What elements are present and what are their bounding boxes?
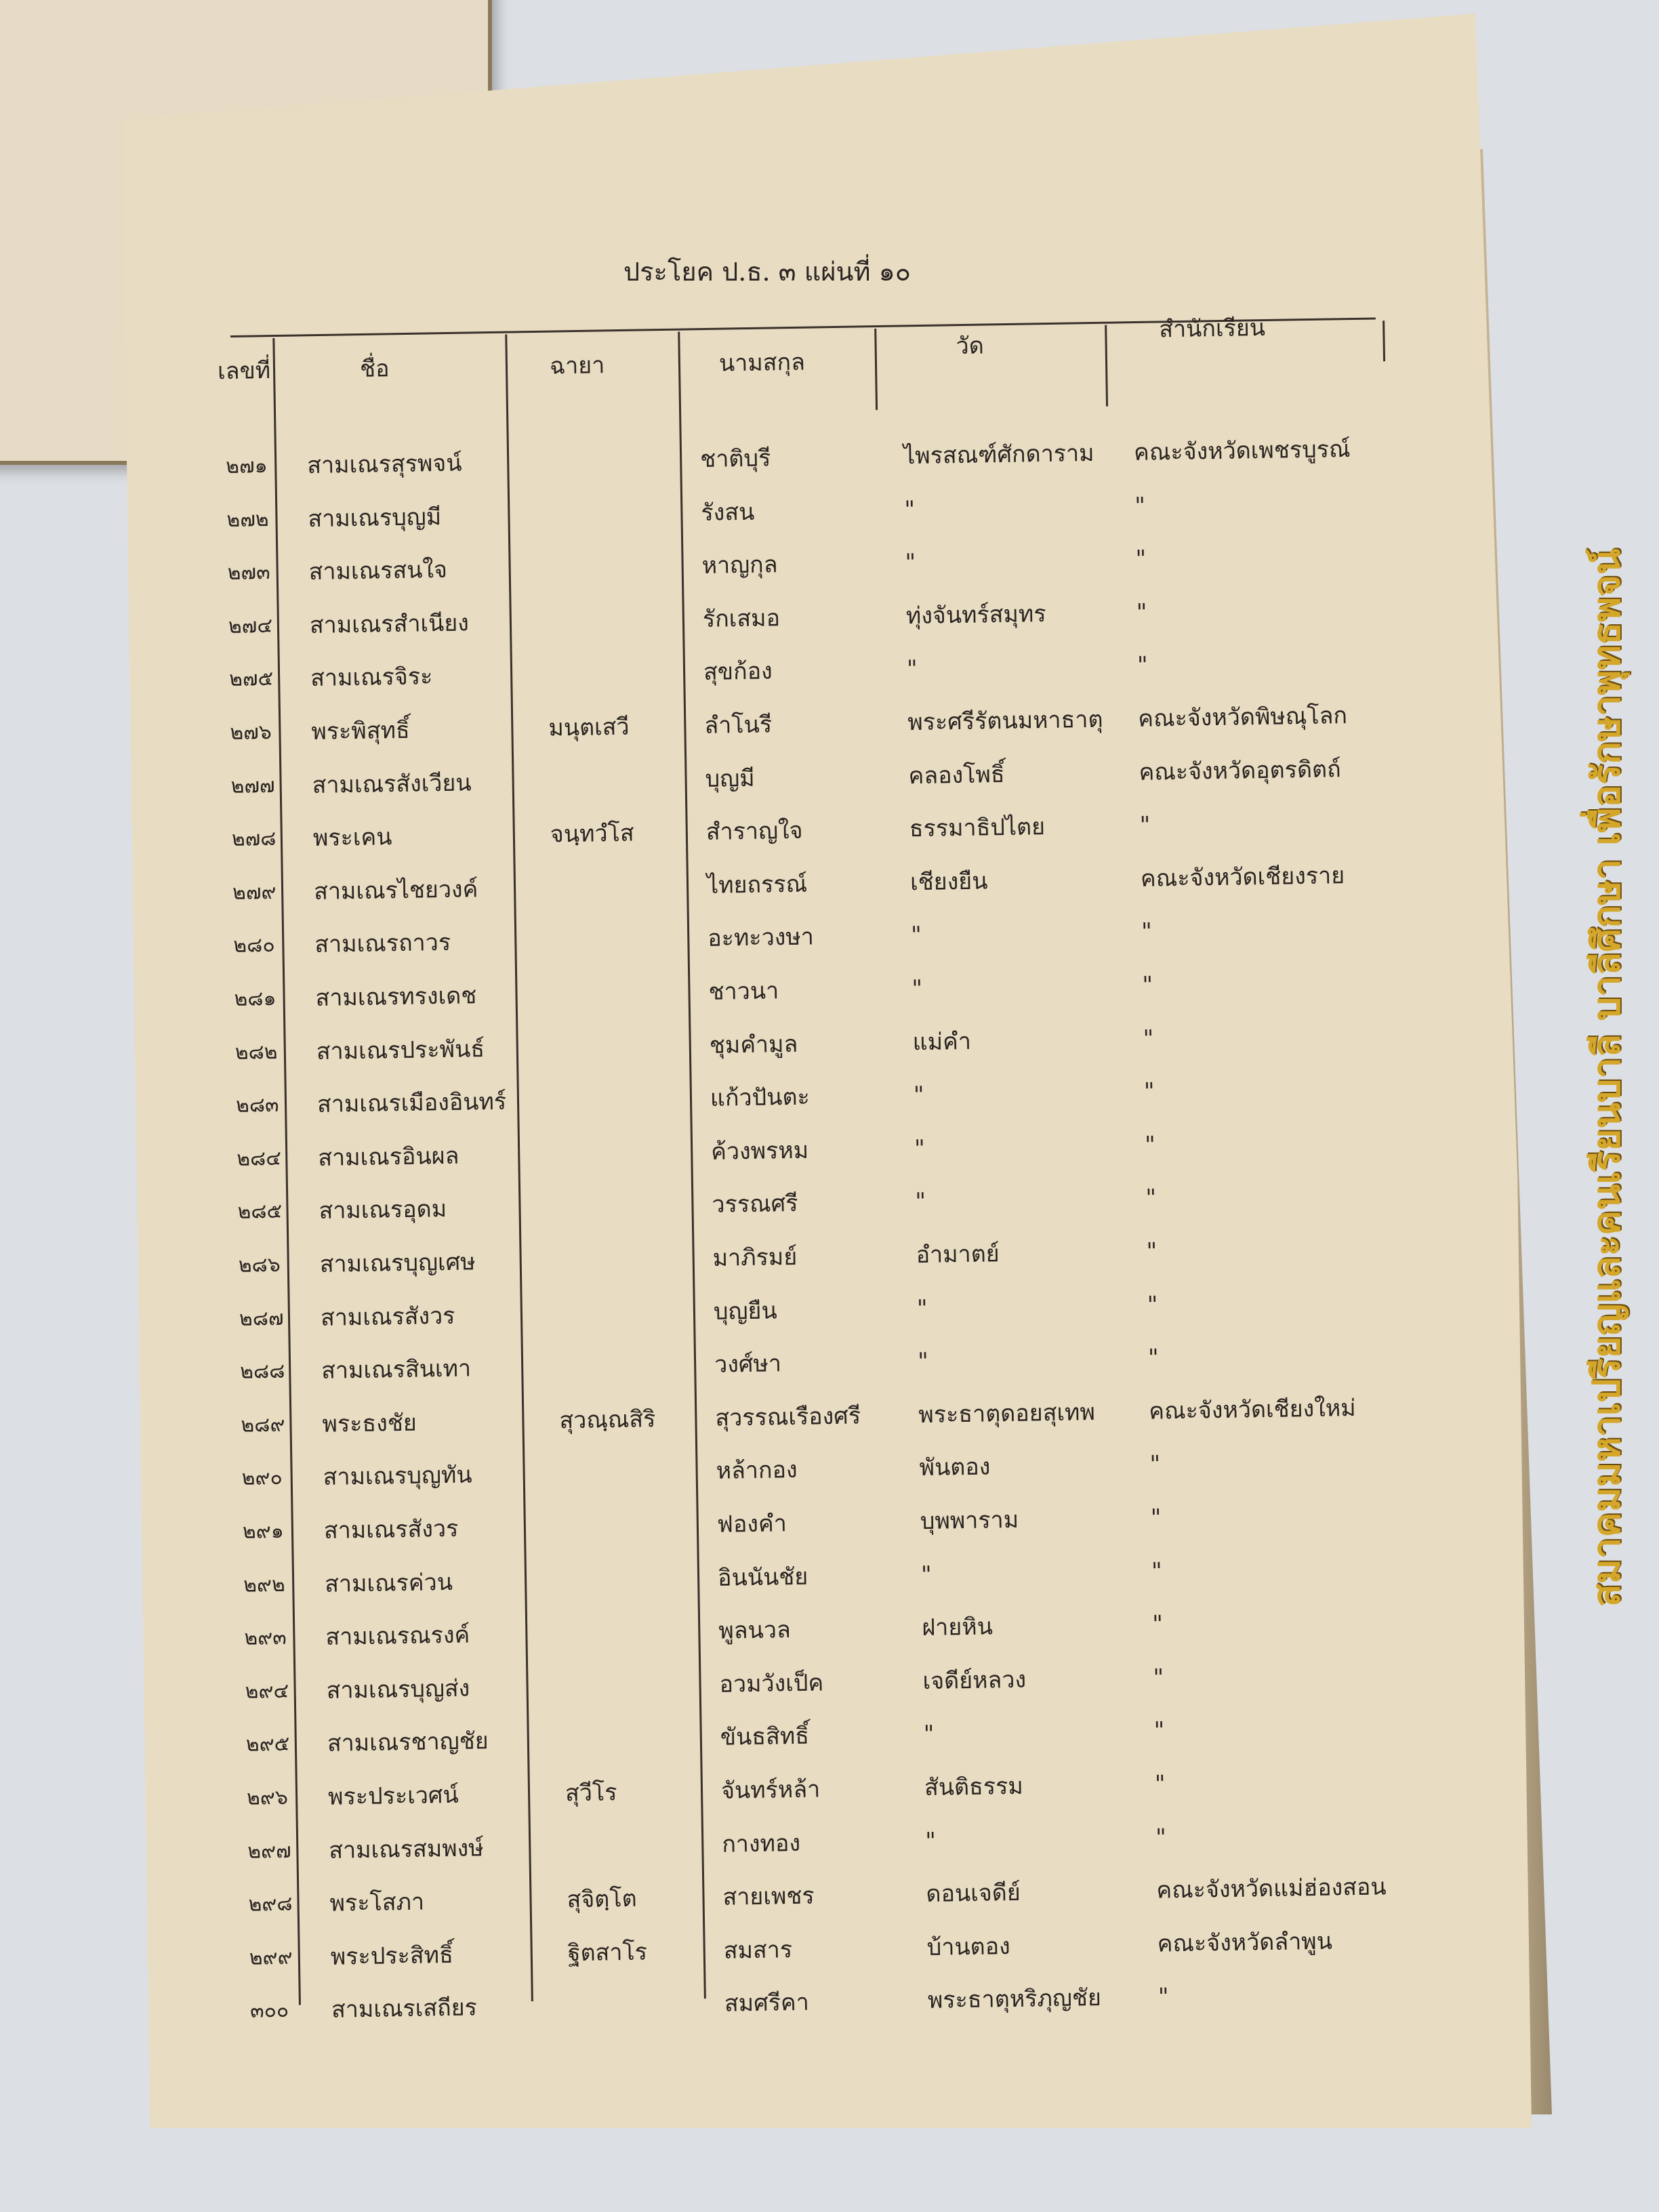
cell-no: ๒๘๙ <box>241 1412 285 1437</box>
cell-name: สามเณรจิระ <box>310 663 433 693</box>
cell-no: ๓๐๐ <box>249 1999 289 2024</box>
cell-title: สุจิตฺโต <box>567 1885 637 1914</box>
cell-wat: " <box>923 1721 935 1748</box>
cell-no: ๒๗๘ <box>231 827 276 852</box>
cell-surname: ฟองคำ <box>716 1510 787 1538</box>
cell-wat: " <box>905 549 916 577</box>
cell-surname: อะทะวงษา <box>707 923 815 953</box>
column-header-no: เลขที่ <box>217 356 271 386</box>
cell-wat: พระศรีรัตนมหาธาตุ <box>907 705 1103 737</box>
cell-no: ๒๙๓ <box>244 1625 287 1650</box>
cell-school: คณะจังหวัดเชียงใหม่ <box>1149 1394 1356 1425</box>
cell-surname: ชุมคำมูล <box>709 1030 798 1059</box>
cell-surname: ชาวนา <box>708 977 779 1006</box>
cell-wat: " <box>924 1827 937 1855</box>
cell-surname: รังสน <box>701 498 755 527</box>
cell-name: สามเณรอุดม <box>319 1195 447 1225</box>
cell-name: สามเณรสำเนียง <box>309 609 470 639</box>
cell-wat: " <box>913 1082 924 1109</box>
cell-school: คณะจังหวัดเชียงราย <box>1140 861 1345 893</box>
cell-school: " <box>1153 1717 1165 1745</box>
column-divider <box>1105 325 1108 407</box>
cell-wat: บุพพาราม <box>920 1506 1019 1536</box>
cell-wat: " <box>915 1188 926 1216</box>
cell-school: " <box>1146 1237 1158 1265</box>
cell-name: สามเณรถาวร <box>314 929 451 959</box>
cell-no: ๒๘๓ <box>235 1093 279 1118</box>
cell-name: สามเณรบุญมี <box>308 503 442 533</box>
cell-school: " <box>1150 1504 1162 1532</box>
cell-no: ๒๘๐ <box>233 933 275 958</box>
cell-surname: สุวรรณเรืองศรี <box>715 1402 861 1432</box>
cell-no: ๒๘๒ <box>234 1040 278 1065</box>
cell-wat: ฝายหิน <box>922 1613 994 1642</box>
cell-name: สามเณรสังวร <box>320 1302 455 1332</box>
watermark <box>1579 447 1633 1708</box>
column-header-name: ชื่อ <box>359 355 390 383</box>
cell-name: พระประสิทธิ์ <box>330 1941 454 1971</box>
cell-surname: บุญมี <box>705 764 755 793</box>
cell-wat: ทุ่งจันทร์สมุทร <box>905 600 1046 630</box>
watermark-text: สมาคมมหาเปรียญและคนเรียนบาลี บาลีศึกษา เพื่อรักษาพุทธพจน์ <box>1584 548 1629 1607</box>
cell-surname: รักเสมอ <box>702 604 781 633</box>
column-divider <box>1382 321 1385 361</box>
cell-surname: มาภิรมย์ <box>712 1243 798 1272</box>
cell-school: " <box>1149 1450 1161 1479</box>
cell-name: สามเณรบุญเศษ <box>319 1248 476 1278</box>
cell-no: ๒๗๖ <box>230 720 272 745</box>
cell-school: " <box>1135 545 1147 573</box>
cell-no: ๒๙๐ <box>241 1466 283 1491</box>
cell-school: " <box>1158 1983 1169 2011</box>
cell-surname: อินนันชัย <box>717 1563 808 1592</box>
cell-name: สามเณรประพันธ์ <box>316 1035 485 1065</box>
column-divider <box>874 329 878 410</box>
cell-wat: บ้านตอง <box>926 1932 1011 1961</box>
cell-wat: พันตอง <box>919 1453 991 1482</box>
cell-name: พระพิสุทธิ์ <box>311 716 411 746</box>
cell-wat: " <box>917 1348 929 1376</box>
cell-school: " <box>1145 1184 1157 1212</box>
cell-name: สามเณรอินผล <box>318 1142 459 1172</box>
cell-surname: หาญกุล <box>701 551 778 580</box>
cell-wat: พระธาตุหริภุญชัย <box>927 1984 1102 2015</box>
cell-wat: เชียงยืน <box>909 867 988 896</box>
cell-wat: " <box>920 1561 933 1589</box>
column-header-wat: วัด <box>956 332 985 361</box>
results-table <box>217 307 1416 2047</box>
cell-title: จนฺทวํโส <box>550 819 634 848</box>
cell-no: ๒๙๗ <box>247 1839 291 1864</box>
cell-name: พระธงชัย <box>322 1409 417 1438</box>
cell-school: " <box>1143 1025 1154 1052</box>
cell-wat: " <box>906 655 918 683</box>
cell-surname: พูลนวล <box>718 1616 792 1645</box>
cell-school: " <box>1154 1770 1166 1798</box>
cell-school: " <box>1136 652 1149 680</box>
cell-surname: กางทอง <box>721 1829 801 1858</box>
cell-school: " <box>1143 1078 1155 1105</box>
cell-wat: " <box>912 975 923 1003</box>
cell-surname: ขันธสิทธิ์ <box>720 1723 810 1752</box>
cell-name: สามเณรไชยวงค์ <box>313 876 478 905</box>
cell-school: คณะจังหวัดเพชรบูรณ์ <box>1133 435 1351 466</box>
cell-no: ๒๗๑ <box>226 454 268 478</box>
cell-wat: " <box>916 1294 928 1322</box>
cell-surname: จันทร์หล้า <box>720 1776 821 1805</box>
cell-surname: สุขก้อง <box>703 657 773 687</box>
cell-wat: ดอนเจดีย์ <box>926 1879 1021 1908</box>
cell-no: ๒๘๑ <box>234 986 276 1011</box>
cell-school: " <box>1144 1131 1156 1159</box>
cell-school: " <box>1136 598 1147 626</box>
cell-title: มนุตเสวี <box>548 713 630 742</box>
cell-no: ๒๙๑ <box>242 1519 285 1544</box>
cell-wat: อำมาตย์ <box>916 1240 1000 1269</box>
cell-wat: ไพรสณฑ์ศักดาราม <box>903 439 1094 470</box>
cell-no: ๒๗๕ <box>228 667 274 692</box>
cell-surname: ลำโนรี <box>704 711 773 739</box>
cell-school: " <box>1151 1557 1162 1585</box>
cell-no: ๒๘๕ <box>237 1200 283 1225</box>
cell-name: สามเณรทรงเดช <box>315 982 477 1012</box>
cell-school: " <box>1141 918 1153 946</box>
cell-wat: ธรรมาธิปไตย <box>909 813 1046 843</box>
cell-school: " <box>1153 1664 1164 1692</box>
cell-surname: สำราญใจ <box>705 817 803 846</box>
cell-wat: คลองโพธิ์ <box>908 760 1005 790</box>
cell-name: สามเณรบุญทัน <box>323 1461 472 1492</box>
cell-name: สามเณรสินเทา <box>321 1355 472 1385</box>
column-header-school: สำนักเรียน <box>1158 314 1266 344</box>
cell-title: ฐิตสาโร <box>567 1938 648 1967</box>
cell-title: สุวีโร <box>565 1779 617 1807</box>
cell-no: ๒๙๕ <box>245 1732 290 1757</box>
cell-no: ๒๗๔ <box>228 613 273 638</box>
cell-surname: บุญยืน <box>713 1296 777 1326</box>
cell-wat: สันติธรรม <box>924 1772 1024 1802</box>
cell-name: สามเณรค่วน <box>324 1568 453 1598</box>
cell-name: สามเณรสังวร <box>323 1515 459 1544</box>
cell-surname: แก้วปันตะ <box>710 1083 811 1113</box>
cell-no: ๒๗๒ <box>226 507 269 532</box>
cell-name: สามเณรบุญส่ง <box>326 1675 470 1704</box>
cell-no: ๒๙๒ <box>243 1572 285 1597</box>
cell-school: " <box>1147 1291 1158 1319</box>
cell-surname: สมศรีคา <box>724 1989 810 2018</box>
cell-wat: " <box>904 495 916 523</box>
cell-no: ๒๗๓ <box>227 560 270 586</box>
cell-name: สามเณรเมืองอินทร์ <box>316 1088 507 1119</box>
cell-no: ๒๙๙ <box>249 1945 293 1970</box>
cell-surname: วงศ์ษา <box>714 1350 782 1378</box>
cell-no: ๒๙๔ <box>245 1679 289 1704</box>
cell-school: " <box>1151 1610 1164 1638</box>
cell-name: พระเคน <box>312 823 392 853</box>
cell-name: สามเณรชาญชัย <box>327 1727 489 1758</box>
cell-wat: พระธาตุดอยสุเทพ <box>918 1398 1096 1429</box>
cell-school: คณะจังหวัดแม่ฮ่องสอน <box>1156 1873 1387 1904</box>
cell-school: " <box>1147 1344 1160 1372</box>
cell-no: ๒๙๖ <box>246 1785 289 1810</box>
cell-surname: สายเพชร <box>722 1882 815 1911</box>
column-header-surname: นามสกุล <box>718 348 806 377</box>
cell-title: สุวณฺณสิริ <box>559 1405 656 1435</box>
cell-wat: เจดีย์หลวง <box>922 1666 1027 1695</box>
cell-school: " <box>1134 492 1146 520</box>
cell-name: พระประเวศน์ <box>327 1781 459 1811</box>
cell-school: คณะจังหวัดลำพูน <box>1157 1927 1333 1958</box>
page-title: ประโยค ป.ธ. ๓ แผ่นที่ ๑๐ <box>623 257 911 287</box>
cell-surname: อวมวังเป็ค <box>719 1669 824 1698</box>
cell-no: ๒๗๗ <box>230 773 275 798</box>
cell-surname: ชาติบุรี <box>699 445 771 473</box>
cell-name: สามเณรสังเวียน <box>312 769 472 799</box>
cell-wat: แม่คำ <box>912 1027 972 1056</box>
cell-school: " <box>1155 1824 1167 1851</box>
cell-name: สามเณรเสถียร <box>331 1994 478 2024</box>
cell-name: สามเณรสุรพจน์ <box>306 449 462 480</box>
cell-no: ๒๘๗ <box>239 1306 284 1331</box>
cell-name: สามเณรณรงค์ <box>325 1621 470 1652</box>
cell-name: สามเณรสมพงษ์ <box>329 1834 484 1864</box>
cell-wat: " <box>910 922 922 949</box>
cell-surname: วรรณศรี <box>712 1190 798 1219</box>
cell-school: " <box>1142 971 1153 999</box>
cell-name: สามเณรสนใจ <box>308 556 448 586</box>
cell-school: คณะจังหวัดพิษณุโลก <box>1137 702 1348 733</box>
column-header-title: ฉายา <box>549 352 605 380</box>
cell-no: ๒๙๘ <box>248 1891 293 1917</box>
cell-name: พระโสภา <box>329 1888 425 1918</box>
cell-surname: หล้ากอง <box>716 1456 798 1486</box>
cell-surname: สมสาร <box>723 1936 793 1965</box>
cell-surname: ค้วงพรหม <box>710 1136 809 1166</box>
cell-school: คณะจังหวัดอุตรดิตถ์ <box>1139 755 1341 786</box>
cell-no: ๒๗๙ <box>232 880 276 905</box>
cell-wat: " <box>914 1134 926 1162</box>
cell-school: " <box>1139 811 1151 840</box>
cell-no: ๒๘๘ <box>239 1359 285 1384</box>
cell-surname: ไทยถรรณ์ <box>706 870 808 899</box>
cell-no: ๒๘๖ <box>238 1252 281 1277</box>
cell-no: ๒๘๔ <box>237 1146 282 1171</box>
